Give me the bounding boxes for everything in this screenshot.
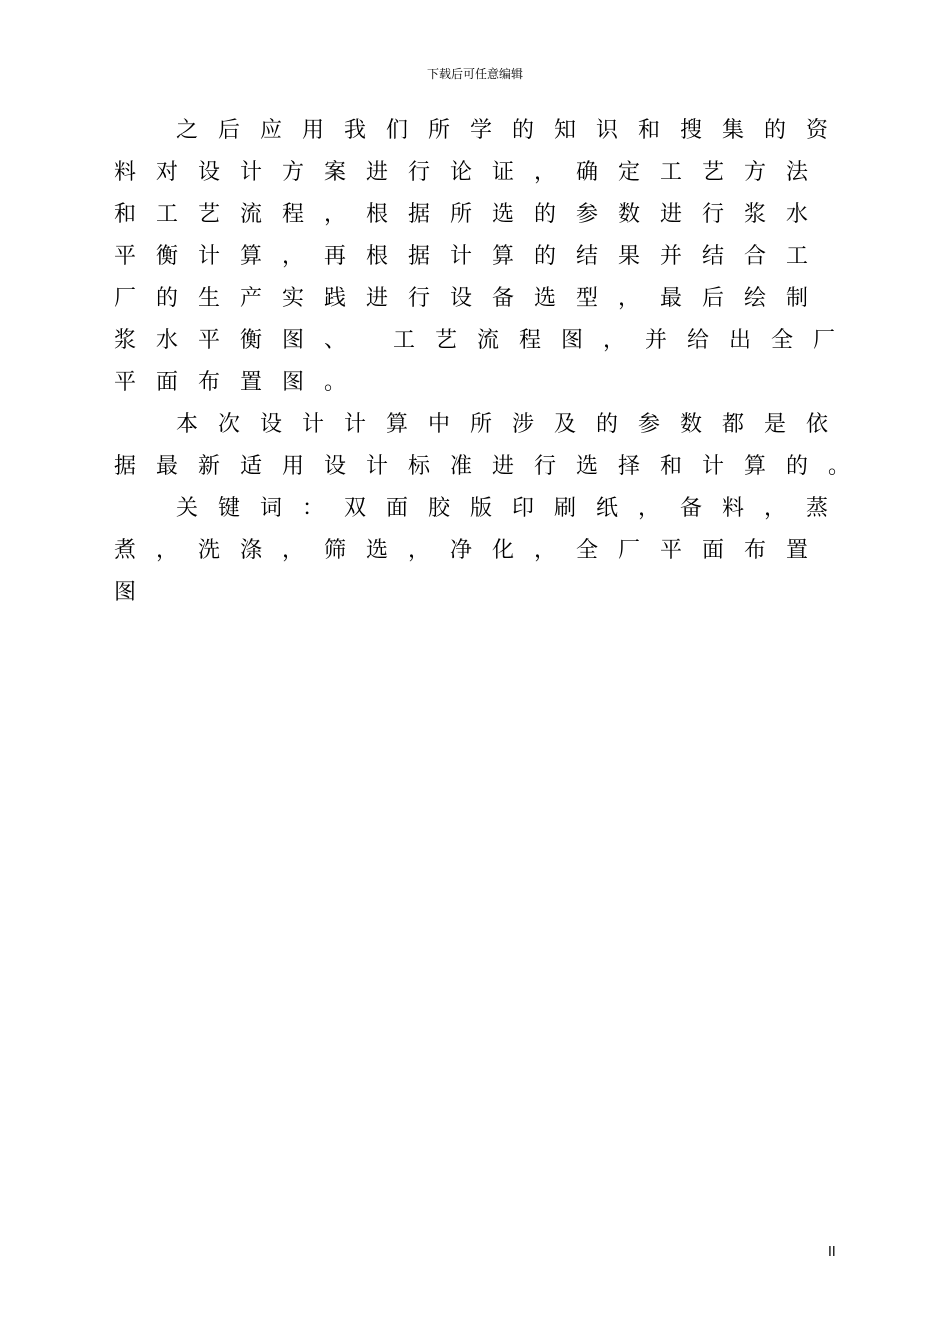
keywords-line: 关键词：双面胶版印刷纸，备料，蒸 [176,496,849,521]
paragraph-line: 厂的生产实践进行设备选型，最后绘制 [114,286,829,311]
paragraph-line: 和工艺流程，根据所选的参数进行浆水 [114,202,829,227]
paragraph-line: 浆水平衡图、 工艺流程图，并给出全厂 [114,328,855,353]
keywords-line: 图 [114,580,157,605]
paragraph-line: 平面布置图。 [114,370,367,395]
paragraph-line: 之后应用我们所学的知识和搜集的资 [176,118,849,143]
body-text [114,110,871,614]
page-number: II [828,1245,836,1260]
paragraph-line: 本次设计计算中所涉及的参数都是依 [176,412,849,437]
paragraph-line: 平衡计算，再根据计算的结果并结合工 [114,244,829,269]
page-header: 下载后可任意编辑 [426,67,523,81]
keywords-line: 煮，洗涤，筛选，净化，全厂平面布置 [114,538,829,563]
paragraph-line: 料对设计方案进行论证，确定工艺方法 [114,160,829,185]
paragraph-line: 据最新适用设计标准进行选择和计算的。 [114,454,871,479]
